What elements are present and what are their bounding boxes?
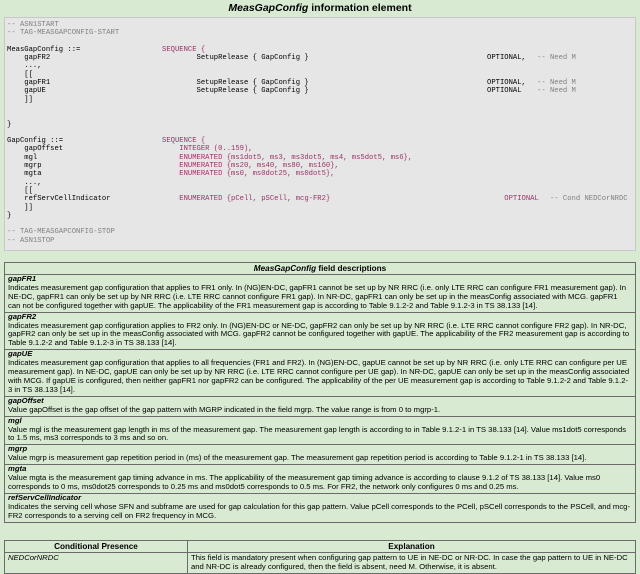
asn-line [7,170,633,178]
asn-line [7,145,633,153]
field-name: gapUE [8,349,33,359]
asn-line [7,54,633,62]
asn-token: -- Need M [537,54,576,63]
table-row [5,493,636,522]
field-name: gapOffset [8,395,44,405]
asn-token: -- ASN1START [7,21,59,29]
table-row [5,553,636,574]
asn-token: INTEGER (0..159), [162,145,253,154]
asn-token: SEQUENCE { [162,45,206,54]
asn-line [7,71,633,79]
asn-token: ]] [7,95,33,104]
asn-line [7,112,633,120]
asn-token: ]] [7,203,33,212]
field-text: Value mgta is the measurement gap timing advance in ms. The applicability of the measurement gap timing advance is according to clause 9.1.2 of TS 38.133 [14]. Value ms0 corresponds to 0 ms, ms0dot25 corresponds to 0.25 ms and ms0dot5 corresponds to 0.5 ms. For FR2, the network only configures 0 ms and 0.25 ms. [8,473,601,491]
asn-token: ENUMERATED {pCell, pSCell, mcg-FR2} [162,195,331,204]
field-text: Indicates measurement gap configuration that applies to all frequencies (FR1 and FR2). In (NG)EN-DC, gapUE cannot be set up by NR RRC (i.e. only LTE RRC can configure per UE measurement gap). In NE-DC, gapUE can only be set up by NR RRC (i.e. LTE RRC cannot configure per UE gap). In NR-DC, gapUE can only be set up in the measConfig associated with MCG. If gapUE is configured, then neither gapFR1 nor gapFR2 can be configured. The applicability of the per UE measurement gap is according to Table 9.1.2-2 and Table 9.1.2-3 in TS 38.133 [14]. [8,358,630,394]
field-name: gapFR2 [8,311,37,321]
asn-token: } [7,120,12,129]
field-text: Indicates measurement gap configuration applies to FR2 only. In (NG)EN-DC or NE-DC, gapFR2 can only be set up by NR RRC (i.e. LTE RRC cannot configure FR2 gap). In NR-DC, gapFR2 can only be set up in the measConfig associated with MCG. gapFR2 cannot be configured together with gapUE. The applicability of the FR2 measurement gap is according to Table 9.1.2-2 and Table 9.1.2-3 in TS 38.133 [14]. [8,320,630,348]
cond-col-header: Conditional Presence [5,541,188,553]
asn-token: OPTIONAL [487,195,539,204]
field-name: gapFR1 [8,274,37,283]
asn-token: refServCellIndicator [7,195,111,204]
explanation-col-header: Explanation [188,541,636,553]
asn-token: SetupRelease { GapConfig } [162,79,309,88]
title-suffix: information element [308,2,412,14]
conditional-presence-table [4,540,636,574]
asn-token: OPTIONAL, [487,79,526,88]
asn-token: SetupRelease { GapConfig } [162,54,309,63]
asn-line [7,104,633,112]
asn-token: gapOffset [7,145,64,154]
field-text: Value mgrp is measurement gap repetition period in (ms) of the measurement gap. The measurement gap repetition period is according to Table 9.1.2-1 in TS 38.133 [14]. [8,453,587,463]
asn-line [7,220,633,228]
asn-line [7,129,633,137]
table-row [5,275,636,313]
asn-line [7,46,633,54]
field-description-cell [5,312,636,350]
asn-token: ENUMERATED {ms0, ms0dot25, ms0dot5}, [162,170,335,179]
asn-line [7,121,633,129]
field-description-cell [5,350,636,397]
asn-line [7,195,633,203]
asn-token: -- TAG-MEASGAPCONFIG-STOP [7,228,115,237]
asn-token: [[ [7,70,33,79]
asn-token: ENUMERATED {ms20, ms40, ms80, ms160}, [162,162,339,171]
field-descriptions-table [4,262,636,523]
condition-explanation: This field is mandatory present when configuring gap pattern to UE in NE-DC or NR-DC. In case the gap pattern to UE in NE-DC and NR-DC is already configured, then the field is absent, need M. Otherwise, it is absent. [188,553,636,574]
asn-token: -- ASN1STOP [7,236,55,245]
asn-token: } [7,211,12,220]
field-description-cell [5,445,636,465]
table-row [5,416,636,445]
asn1-code-block [4,17,636,251]
asn-token: gapFR1 [7,79,51,88]
asn-token: OPTIONAL [487,87,522,96]
field-description-cell [5,493,636,522]
field-text: Indicates the serving cell whose SFN and subframe are used for gap calculation for this gap pattern. Value pCell corresponds to the PCell, pSCell corresponds to the PSCell, and mcg-FR2 corresponds to a serving cell on FR2 frequency in MCG. [8,501,631,520]
page-title [0,2,640,16]
asn-line [7,212,633,220]
table-row [5,350,636,397]
asn-token: -- TAG-MEASGAPCONFIG-START [7,29,120,38]
asn-token: gapFR2 [7,54,51,63]
field-name: mgta [8,464,27,474]
field-description-cell [5,416,636,445]
asn-line [7,29,633,37]
field-name: mgrp [8,444,28,454]
asn-token: mgta [7,170,42,179]
asn-line [7,162,633,170]
asn-line [7,237,633,245]
asn-line [7,79,633,87]
field-descriptions-header [5,263,636,275]
field-text: Value gapOffset is the gap offset of the gap pattern with MGRP indicated in the field mgrp. The value range is from 0 to mgrp-1. [8,404,441,414]
condition-name: NEDCorNRDC [5,553,188,574]
asn-token: -- Need M [537,79,576,88]
asn-line [7,187,633,195]
asn-line [7,179,633,187]
table-row [5,445,636,465]
asn-token: ..., [7,62,42,71]
asn-token: mgrp [7,162,42,171]
asn-line [7,21,633,29]
header-suffix: field descriptions [316,264,387,273]
asn-token: MeasGapConfig ::= [7,45,81,54]
asn-token: GapConfig ::= [7,137,64,146]
asn-line [7,137,633,145]
table-row [5,312,636,350]
asn-token: SEQUENCE { [162,137,206,146]
asn-token: ENUMERATED {ms1dot5, ms3, ms3dot5, ms4, ms5dot5, ms6}, [162,153,413,162]
asn-line [7,204,633,212]
field-description-cell [5,396,636,416]
table-row [5,465,636,494]
field-text: Indicates measurement gap configuration that applies to FR1 only. In (NG)EN-DC, gapFR1 cannot be set up by NR RRC (i.e. only LTE RRC can configure FR1 measurement gap). In NE-DC, gapFR1 can only be set up by NR RRC (i.e. LTE RRC cannot configure FR1 gap). In NR-DC, gapFR1 can only be set up in the measConfig associated with MCG. gapFR1 can not be configured together with gapUE. The applicability of the FR1 measurement gap is according to Table 9.1.2-2 and Table 9.1.2-3 in TS 38.133 [14]. [8,282,626,310]
asn-token: -- Cond NEDCorNRDC [537,195,628,204]
asn-line [7,62,633,70]
table-row [5,396,636,416]
asn-token: -- Need M [537,87,576,96]
ie-name: MeasGapConfig [228,2,309,14]
field-description-cell [5,275,636,313]
header-ie-name: MeasGapConfig [253,264,317,273]
asn-line [7,228,633,236]
asn-token: SetupRelease { GapConfig } [162,87,309,96]
field-name: refServCellIndicator [8,492,82,502]
asn-line [7,154,633,162]
asn-token: gapUE [7,87,46,96]
asn-token: OPTIONAL, [487,54,526,63]
field-text: Value mgl is the measurement gap length in ms of the measurement gap. The measurement gap length is according to in Table 9.1.2-1 in TS 38.133 [14]. Value ms1dot5 corresponds to 1.5 ms, ms3 corresponds to 3 ms and so on. [8,424,627,443]
asn-line [7,38,633,46]
field-description-cell [5,465,636,494]
asn-token: [[ [7,186,33,195]
asn-token: mgl [7,153,38,162]
field-name: mgl [8,415,22,425]
asn-line [7,96,633,104]
asn-line [7,87,633,95]
asn-token: ..., [7,178,42,187]
